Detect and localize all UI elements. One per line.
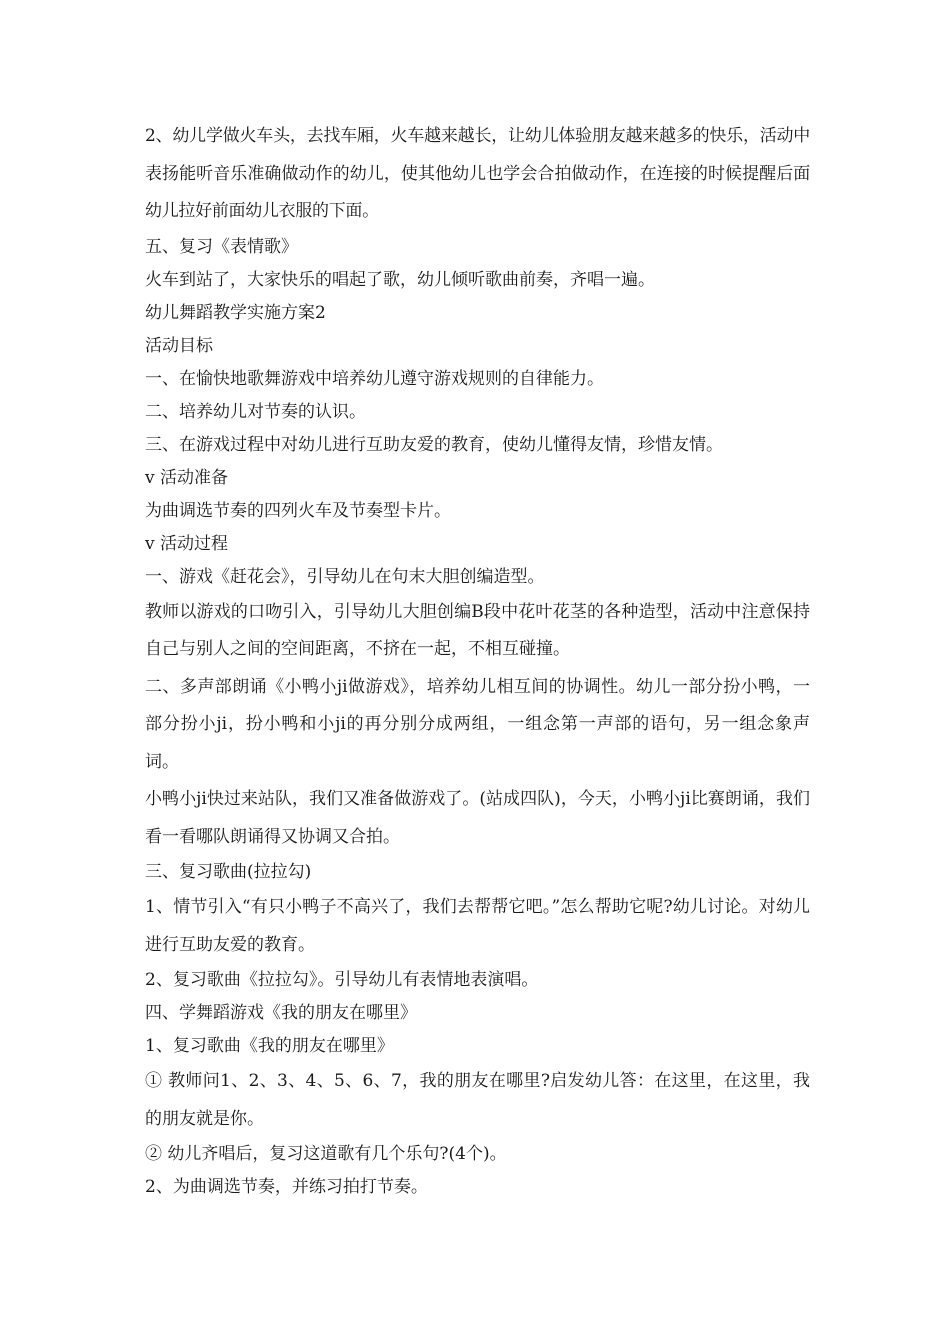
paragraph-preparation: 为曲调选节奏的四列火车及节奏型卡片。 xyxy=(145,500,451,521)
heading-activity-process: v 活动过程 xyxy=(145,533,229,554)
process-step-2-detail: 小鸭小ji快过来站队，我们又准备做游戏了。(站成四队)，今天，小鸭小ji比赛朗诵，我们看一看哪队朗诵得又协调又合拍。 xyxy=(145,789,810,847)
process-step-3-item-2: 2、复习歌曲《拉拉勾》。引导幼儿有表情地表演唱。 xyxy=(145,970,539,990)
process-step-1-detail: 教师以游戏的口吻引入，引导幼儿大胆创编B段中花叶花茎的各种造型，活动中注意保持自己与别人之间的空间距离，不挤在一起，不相互碰撞。 xyxy=(145,601,810,659)
process-step-4-sub-2: ② 幼儿齐唱后，复习这道歌有几个乐句?(4个)。 xyxy=(145,1144,507,1164)
process-step-4-sub-1: ① 教师问1、2、3、4、5、6、7，我的朋友在哪里?启发幼儿答：在这里，在这里，我的朋友就是你。 xyxy=(145,1071,810,1129)
process-step-3-item-1: 1、情节引入“有只小鸭子不高兴了，我们去帮帮它吧。”怎么帮助它呢?幼儿讨论。对幼儿进行互助友爱的教育。 xyxy=(145,897,810,955)
goal-item-1: 一、在愉快地歌舞游戏中培养幼儿遵守游戏规则的自律能力。 xyxy=(145,368,604,389)
heading-activity-goals: 活动目标 xyxy=(145,335,213,356)
process-step-2: 二、多声部朗诵《小鸭小ji做游戏》，培养幼儿相互间的协调性。幼儿一部分扮小鸭，一部分扮小ji，扮小鸭和小ji的再分别分成两组，一组念第一声部的语句，另一组念象声词。 xyxy=(145,676,810,772)
goal-item-3: 三、在游戏过程中对幼儿进行互助友爱的教育，使幼儿懂得友情，珍惜友情。 xyxy=(145,434,723,455)
paragraph-train-arrives: 火车到站了，大家快乐的唱起了歌，幼儿倾听歌曲前奏，齐唱一遍。 xyxy=(145,269,655,290)
process-step-3-heading: 三、复习歌曲(拉拉勾) xyxy=(145,862,312,882)
paragraph-step-2-train: 2、幼儿学做火车头，去找车厢，火车越来越长，让幼儿体验朋友越来越多的快乐，活动中表扬能听音乐准确做动作的幼儿，使其他幼儿也学会合拍做动作，在连接的时候提醒后面幼儿拉好前面幼儿衣服的下面。 xyxy=(145,126,810,221)
process-step-4-heading: 四、学舞蹈游戏《我的朋友在哪里》 xyxy=(145,1003,417,1023)
document-page xyxy=(145,118,810,1204)
process-step-4-item-2: 2、为曲调选节奏，并练习拍打节奏。 xyxy=(145,1177,428,1197)
goal-item-2: 二、培养幼儿对节奏的认识。 xyxy=(145,401,366,422)
process-step-1-heading: 一、游戏《赶花会》，引导幼儿在句末大胆创编造型。 xyxy=(145,566,545,587)
heading-review-expression-song: 五、复习《表情歌》 xyxy=(145,236,298,257)
process-step-4-item-1: 1、复习歌曲《我的朋友在哪里》 xyxy=(145,1036,394,1056)
heading-plan-2: 幼儿舞蹈教学实施方案2 xyxy=(145,302,326,323)
heading-activity-preparation: v 活动准备 xyxy=(145,467,229,488)
